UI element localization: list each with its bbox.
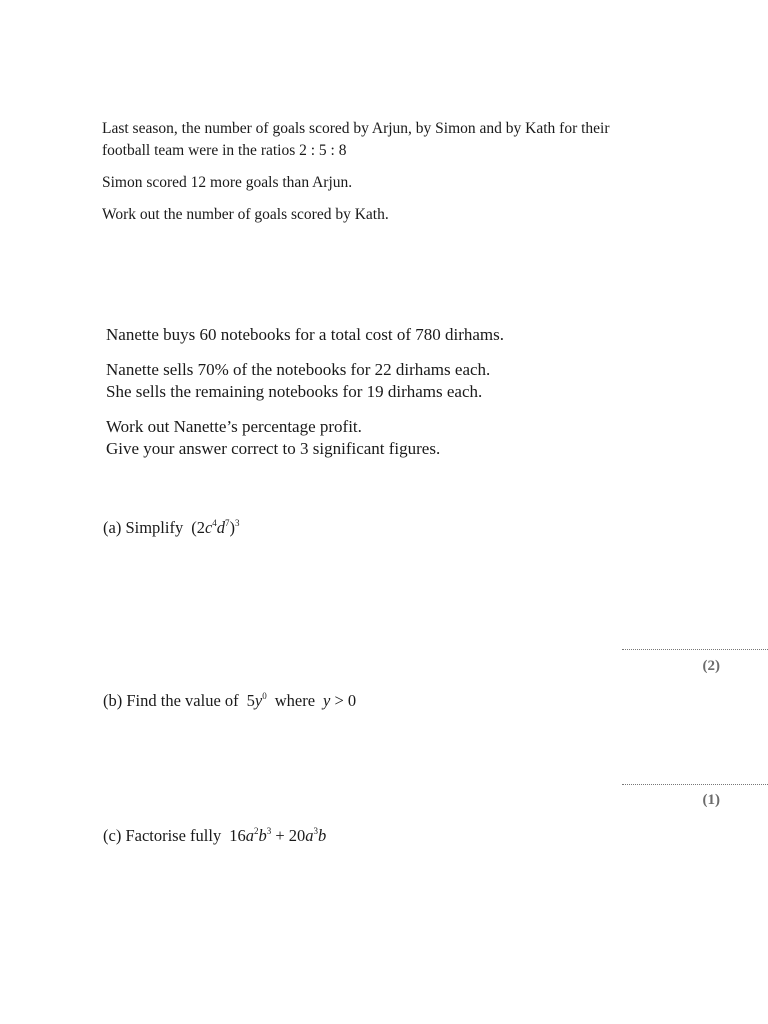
q1-line-2: football team were in the ratios 2 : 5 : 8 bbox=[102, 142, 347, 159]
q2-line-4: Work out Nanette’s percentage profit. bbox=[106, 417, 362, 436]
q2-line-3: She sells the remaining notebooks for 19 dirhams each. bbox=[106, 382, 483, 401]
q3b-expression: $5y^0$ bbox=[246, 691, 267, 710]
q3a-marks: (2) bbox=[702, 658, 720, 674]
q1-line-4: Work out the number of goals scored by Kath. bbox=[102, 206, 389, 223]
q1-line-3: Simon scored 12 more goals than Arjun. bbox=[102, 174, 353, 191]
q3a-expression: $(2c^4d^7)^3$ bbox=[191, 518, 240, 537]
q2-line-5: Give your answer correct to 3 significant figures. bbox=[106, 439, 441, 458]
q3b-prompt bbox=[103, 691, 356, 711]
q1-line-1: Last season, the number of goals scored by Arjun, by Simon and by Kath for their bbox=[102, 120, 610, 137]
q3b-marks: (1) bbox=[702, 792, 720, 808]
q3a-label: (a) Simplify bbox=[103, 518, 184, 537]
q2-line-2: Nanette sells 70% of the notebooks for 22 dirhams each. bbox=[106, 360, 491, 379]
q3a-prompt bbox=[103, 518, 240, 538]
q3c-prompt bbox=[103, 826, 326, 846]
q2-line-1: Nanette buys 60 notebooks for a total cost of 780 dirhams. bbox=[106, 325, 505, 344]
q3b-where: where bbox=[274, 691, 316, 710]
q3b-label: (b) Find the value of bbox=[103, 691, 239, 710]
q3b-condition: y > 0 bbox=[323, 691, 357, 710]
q3c-expression: $16a^2b^3 + 20a^3b$ bbox=[229, 826, 327, 845]
q3c-label: (c) Factorise fully bbox=[103, 826, 222, 845]
q3a-answer-line[interactable] bbox=[622, 649, 768, 650]
q3b-answer-line[interactable] bbox=[622, 784, 768, 785]
